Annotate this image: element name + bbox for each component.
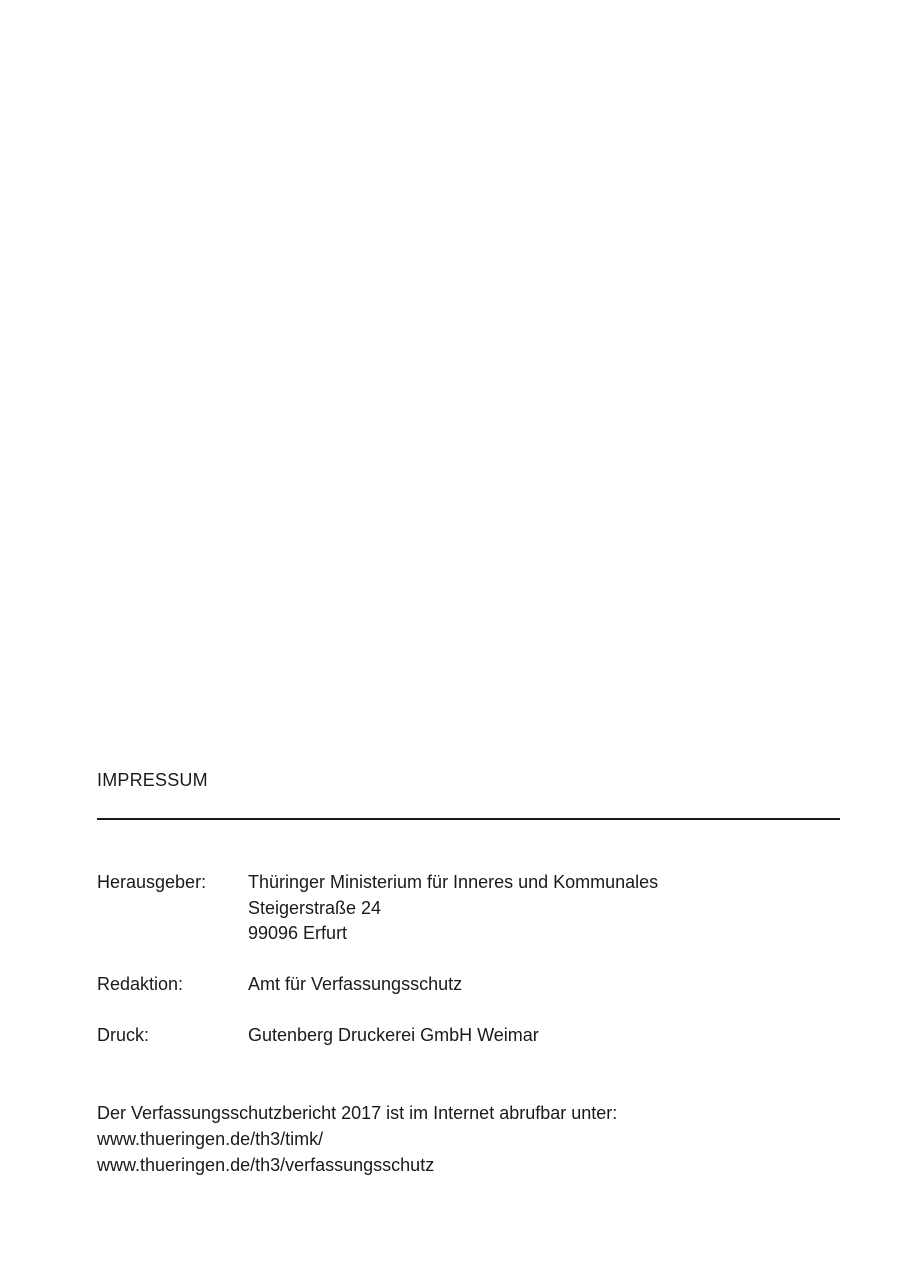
herausgeber-address (248, 870, 658, 947)
link-timk[interactable]: www.thueringen.de/th3/timk/ (97, 1129, 324, 1149)
redaktion-label: Redaktion: (97, 974, 184, 994)
impressum-heading: IMPRESSUM (97, 770, 208, 790)
internet-note-text: Der Verfassungsschutzbericht 2017 ist im Internet abrufbar unter: (97, 1103, 618, 1123)
heading-divider (97, 818, 840, 820)
internet-note (97, 1100, 617, 1178)
link-verfassungsschutz[interactable]: www.thueringen.de/th3/verfassungsschutz (97, 1155, 435, 1175)
publisher-city: 99096 Erfurt (248, 923, 348, 943)
publisher-street: Steigerstraße 24 (248, 897, 382, 918)
druck-label: Druck: (97, 1025, 150, 1045)
herausgeber-label: Herausgeber: (97, 872, 207, 892)
redaktion-value: Amt für Verfassungsschutz (248, 974, 463, 994)
publisher-name: Thüringer Ministerium für Inneres und Kommunales (248, 872, 659, 892)
druck-value: Gutenberg Druckerei GmbH Weimar (248, 1025, 539, 1045)
